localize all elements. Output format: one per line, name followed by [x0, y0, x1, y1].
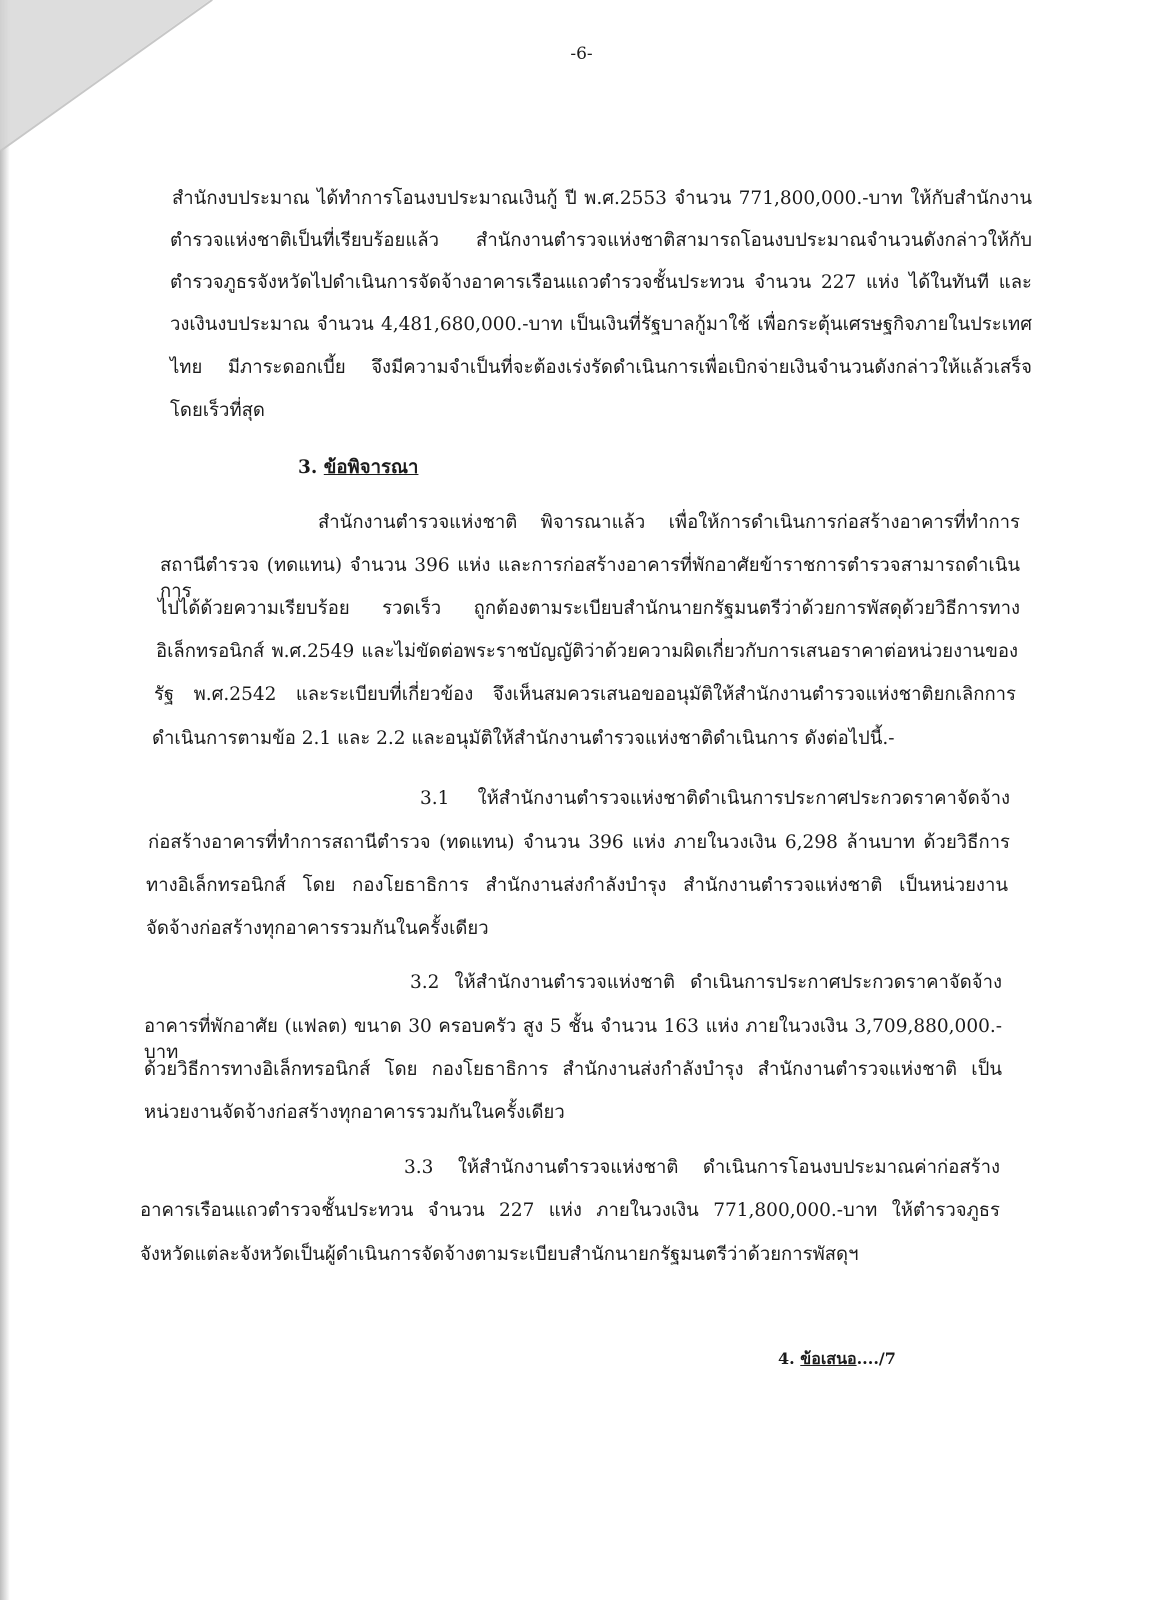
paragraph-line: ไปได้ด้วยความเรียบร้อย รวดเร็ว ถูกต้องตามระเบียบสำนักนายกรัฐมนตรีว่าด้วยการพัสดุด้วยวิธีการทาง	[158, 598, 1020, 619]
item-3-3-line: จังหวัดแต่ละจังหวัดเป็นผู้ดำเนินการจัดจ้างตามระเบียบสำนักนายกรัฐมนตรีว่าด้วยการพัสดุฯ	[140, 1244, 859, 1265]
next-page-marker: ..../7	[856, 1349, 896, 1368]
item-3-1-line: ทางอิเล็กทรอนิกส์ โดย กองโยธาธิการ สำนักงานส่งกำลังบำรุง สำนักงานตำรวจแห่งชาติ เป็นหน่วยงาน	[146, 875, 1008, 896]
item-3-1-line: ก่อสร้างอาคารที่ทำการสถานีตำรวจ (ทดแทน) จำนวน 396 แห่ง ภายในวงเงิน 6,298 ล้านบาท ด้วยวิธีการ	[148, 832, 1010, 853]
next-section-title: ข้อเสนอ	[800, 1349, 857, 1368]
item-3-3-line: อาคารเรือนแถวตำรวจชั้นประทวน จำนวน 227 แห่ง ภายในวงเงิน 771,800,000.-บาท ให้ตำรวจภูธร	[140, 1200, 1000, 1221]
item-3-3-line: 3.3 ให้สำนักงานตำรวจแห่งชาติ ดำเนินการโอนงบประมาณค่าก่อสร้าง	[404, 1157, 1000, 1178]
paragraph-line: ตำรวจแห่งชาติเป็นที่เรียบร้อยแล้ว สำนักงานตำรวจแห่งชาติสามารถโอนงบประมาณจำนวนดังกล่าวให้กับ	[170, 230, 1032, 251]
item-3-1-line: จัดจ้างก่อสร้างทุกอาคารรวมกันในครั้งเดียว	[146, 918, 489, 939]
item-3-1-line: 3.1 ให้สำนักงานตำรวจแห่งชาติดำเนินการประกาศประกวดราคาจัดจ้าง	[420, 788, 1010, 809]
item-3-2-line: 3.2 ให้สำนักงานตำรวจแห่งชาติ ดำเนินการประกาศประกวดราคาจัดจ้าง	[410, 972, 1002, 993]
next-page-reference	[778, 1346, 896, 1372]
section-title: ข้อพิจารณา	[323, 457, 419, 478]
scan-edge-shadow	[0, 0, 10, 1600]
item-3-2-line: หน่วยงานจัดจ้างก่อสร้างทุกอาคารรวมกันในครั้งเดียว	[144, 1102, 565, 1123]
section-number: 3.	[298, 457, 318, 478]
paragraph-line: ดำเนินการตามข้อ 2.1 และ 2.2 และอนุมัติให้สำนักงานตำรวจแห่งชาติดำเนินการ ดังต่อไปนี้.-	[152, 728, 895, 749]
paragraph-line: ไทย มีภาระดอกเบี้ย จึงมีความจำเป็นที่จะต้องเร่งรัดดำเนินการเพื่อเบิกจ่ายเงินจำนวนดังกล่าวให้แล้วเสร็จ	[170, 357, 1032, 378]
paragraph-line: รัฐ พ.ศ.2542 และระเบียบที่เกี่ยวข้อง จึงเห็นสมควรเสนอขออนุมัติให้สำนักงานตำรวจแห่งชาติยกเลิกการ	[154, 684, 1016, 705]
paragraph-line: สำนักงานตำรวจแห่งชาติ พิจารณาแล้ว เพื่อให้การดำเนินการก่อสร้างอาคารที่ทำการ	[318, 512, 1020, 533]
page-number: -6-	[570, 44, 593, 64]
item-3-2-line: อาคารที่พักอาศัย (แฟลต) ขนาด 30 ครอบครัว สูง 5 ชั้น จำนวน 163 แห่ง ภายในวงเงิน 3,709,880,000.-บาท	[144, 1016, 1002, 1063]
section-heading	[298, 455, 418, 481]
paragraph-line: วงเงินงบประมาณ จำนวน 4,481,680,000.-บาท เป็นเงินที่รัฐบาลกู้มาใช้ เพื่อกระตุ้นเศรษฐกิจภายในประเทศ	[170, 314, 1032, 335]
paragraph-line: โดยเร็วที่สุด	[170, 400, 265, 421]
next-section-number: 4.	[778, 1349, 795, 1368]
paragraph-line: สถานีตำรวจ (ทดแทน) จำนวน 396 แห่ง และการก่อสร้างอาคารที่พักอาศัยข้าราชการตำรวจสามารถดำเนินการ	[160, 555, 1020, 602]
item-3-2-line: ด้วยวิธีการทางอิเล็กทรอนิกส์ โดย กองโยธาธิการ สำนักงานส่งกำลังบำรุง สำนักงานตำรวจแห่งชาติ เป็น	[144, 1059, 1002, 1080]
paragraph-line: อิเล็กทรอนิกส์ พ.ศ.2549 และไม่ขัดต่อพระราชบัญญัติว่าด้วยความผิดเกี่ยวกับการเสนอราคาต่อหน่วยงานของ	[156, 641, 1018, 662]
paragraph-line: สำนักงบประมาณ ได้ทำการโอนงบประมาณเงินกู้ ปี พ.ศ.2553 จำนวน 771,800,000.-บาท ให้กับสำนักงาน	[172, 188, 1032, 209]
paragraph-line: ตำรวจภูธรจังหวัดไปดำเนินการจัดจ้างอาคารเรือนแถวตำรวจชั้นประทวน จำนวน 227 แห่ง ได้ในทันที และ	[170, 272, 1032, 293]
